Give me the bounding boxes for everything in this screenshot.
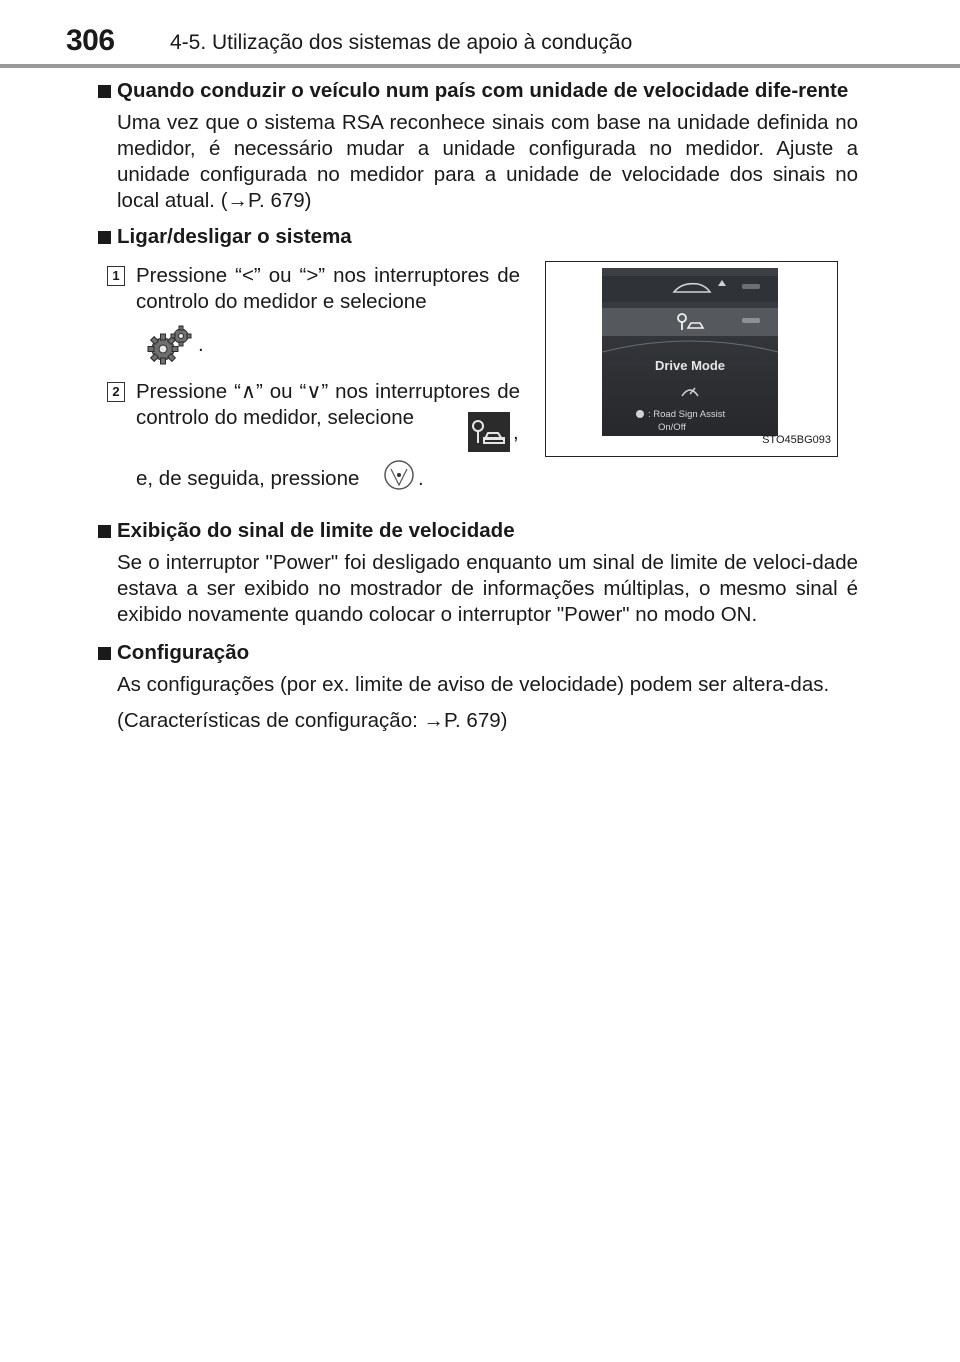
meter-display-illustration (545, 261, 838, 457)
road-sign-assist-icon (468, 412, 510, 459)
step-number-2: 2 (107, 382, 125, 402)
section-heading-speed-unit (98, 78, 858, 104)
step-number-1: 1 (107, 266, 125, 286)
bullet-square-icon (98, 85, 111, 98)
chapter-title: 4-5. Utilização dos sistemas de apoio à condução (170, 31, 633, 54)
step-2-tail: . (418, 467, 424, 490)
section-heading-text: Configuração (117, 641, 250, 664)
page-content (98, 78, 858, 734)
section-heading-text: Quando conduzir o veículo num país com unidade de velocidade dife-rente (117, 79, 849, 102)
bullet-square-icon (98, 231, 111, 244)
steps-block (98, 260, 858, 512)
page-header (0, 0, 960, 64)
step-1-instruction: Pressione “<” ou “>” nos interruptores de controlo do medidor e selecione (136, 264, 520, 313)
menu-drive-mode: Drive Mode (654, 358, 726, 373)
section-body-limit-display: Se o interruptor "Power" foi desligado enquanto um sinal de limite de veloci-dade estava a ser exibido no mostrador de informações múltiplas, o mesmo sinal é exibido novamente quando colocar o interruptor "Power" no modo ON. (117, 551, 858, 626)
menu-hint-line1: : Road Sign Assist (648, 409, 726, 420)
menu-hint-line2: On/Off (658, 422, 686, 433)
section-heading-configuration (98, 640, 858, 666)
step-1-tail: . (198, 333, 204, 356)
section-body-configuration: As configurações (por ex. limite de aviso de velocidade) podem ser altera-das. (117, 673, 830, 696)
header-rule (0, 64, 960, 68)
configuration-reference: (Características de configuração: →P. 679) (117, 709, 508, 732)
section-heading-text: Exibição do sinal de limite de velocidade (117, 519, 515, 542)
section-heading-text: Ligar/desligar o sistema (117, 225, 352, 248)
section-heading-limit-display (98, 518, 858, 544)
section-heading-toggle (98, 224, 858, 250)
ok-button-icon (382, 458, 416, 499)
bullet-square-icon (98, 525, 111, 538)
figure-id: STO45BG093 (762, 434, 831, 446)
step-2-comma: , (513, 421, 519, 444)
meter-screen (602, 268, 778, 436)
gears-icon (144, 324, 194, 373)
step-2-continuation: e, de seguida, pressione (136, 467, 360, 490)
page-number: 306 (66, 24, 115, 57)
step-2-instruction: Pressione “∧” ou “∨” nos interruptores de controlo do medidor, selecione (136, 380, 520, 429)
bullet-square-icon (98, 647, 111, 660)
section-body-speed-unit: Uma vez que o sistema RSA reconhece sinais com base na unidade definida no medidor, é necessário mudar a unidade configurada no medidor. Ajuste a unidade configurada no medidor para a unidade de velocidade dos sinais no local atual. (→P. 679) (117, 111, 858, 212)
step-2-text (136, 379, 520, 431)
step-1-text (136, 263, 520, 315)
